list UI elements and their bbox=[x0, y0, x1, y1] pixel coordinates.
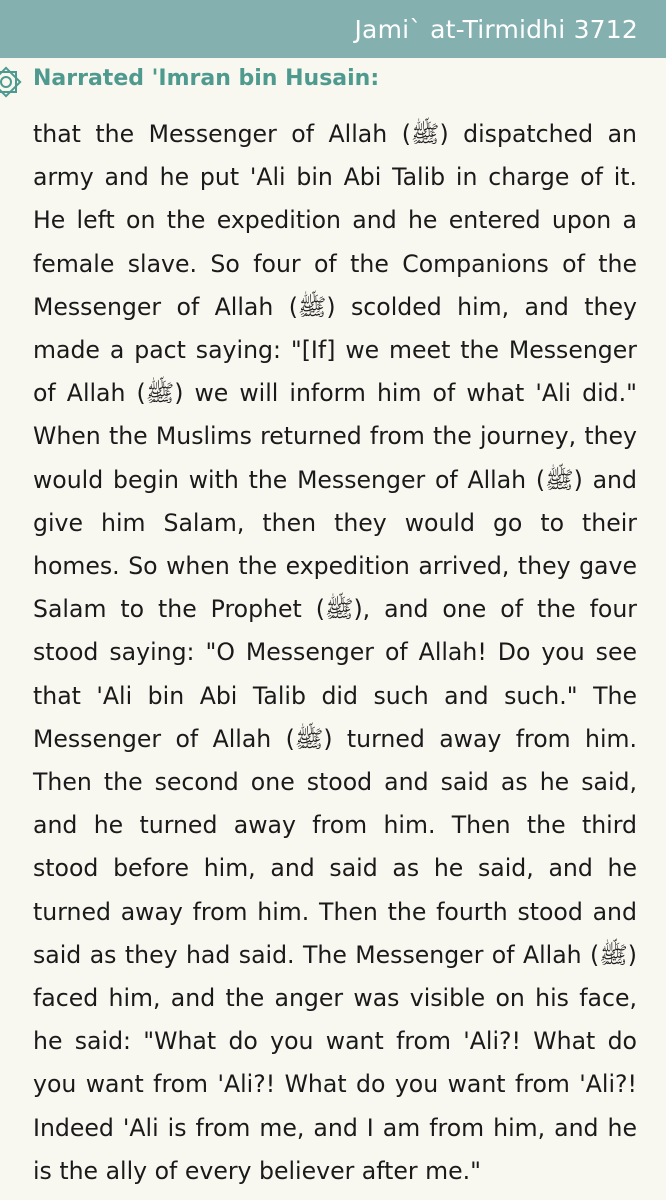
collection-title: Jami` at-Tirmidhi 3712 bbox=[354, 14, 638, 44]
narrator-row bbox=[0, 62, 666, 100]
header-bar bbox=[0, 0, 666, 58]
narrator-label: Narrated 'Imran bin Husain: bbox=[33, 66, 380, 91]
ornament-star-icon bbox=[0, 62, 26, 102]
hadith-text: that the Messenger of Allah (ﷺ) dispatched an army and he put 'Ali bin Abi Talib in charge of it. He left on the expedition and he entered upon a female slave. So four of the Companions of the Messenger of Allah (ﷺ) scolded him, and they made a pact saying: "[If] we meet the Messenger of Allah (ﷺ) we will inform him of what 'Ali did." When the Muslims returned from the journey, they would begin with the Messenger of Allah (ﷺ) and give him Salam, then they would go to their homes. So when the expedition arrived, they gave Salam to the Prophet (ﷺ), and one of the four stood saying: "O Messenger of Allah! Do you see that 'Ali bin Abi Talib did such and such." The Messenger of Allah (ﷺ) turned away from him. Then the second one stood and said as he said, and he turned away from him. Then the third stood before him, and said as he said, and he turned away from him. Then the fourth stood and said as they had said. The Messenger of Allah (ﷺ) faced him, and the anger was visible on his face, he said: "What do you want from 'Ali?! What do you want from 'Ali?! What do you want from 'Ali?! Indeed 'Ali is from me, and I am from him, and he is the ally of every believer after me." bbox=[33, 120, 638, 1185]
